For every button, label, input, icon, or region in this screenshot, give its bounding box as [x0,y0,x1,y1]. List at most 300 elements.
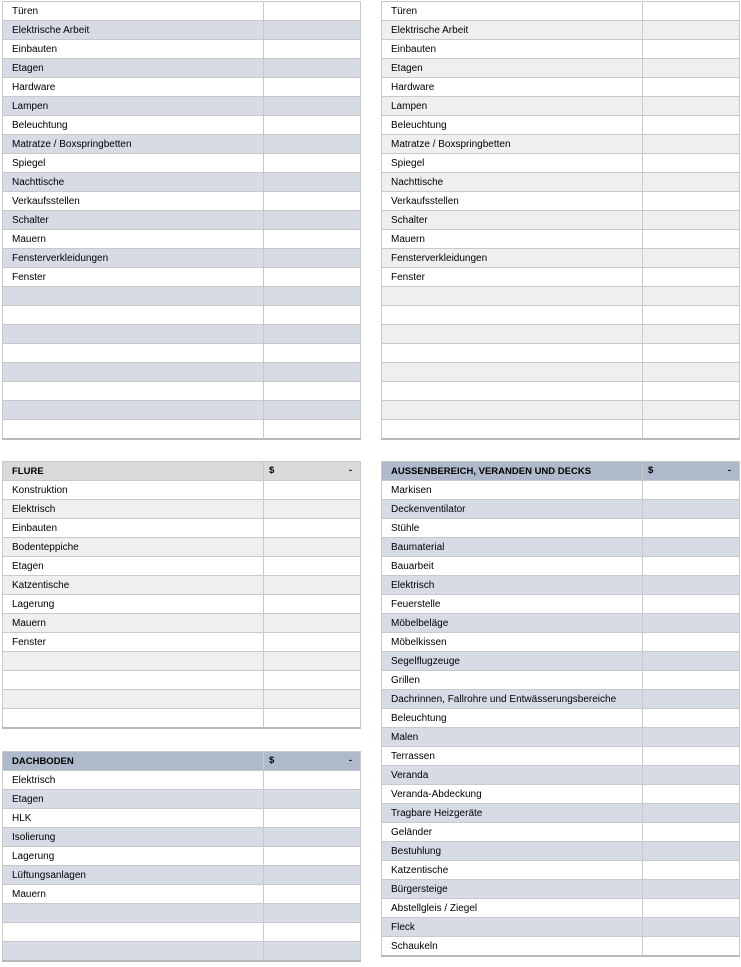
item-label: Elektrische Arbeit [3,21,264,40]
table-row [382,420,740,440]
item-label: Türen [382,2,643,21]
item-value-cell[interactable] [643,135,740,154]
item-label: Lagerung [3,595,264,614]
flure-table [2,461,361,729]
item-value-cell[interactable] [643,154,740,173]
item-label: Deckenventilator [382,500,643,519]
item-value-cell[interactable] [264,420,361,440]
table-row [382,192,740,211]
item-label: Veranda-Abdeckung [382,785,643,804]
item-value-cell[interactable] [643,633,740,652]
item-value-cell[interactable] [643,192,740,211]
item-value-cell[interactable] [264,173,361,192]
item-value-cell[interactable] [264,363,361,382]
item-value-cell[interactable] [643,97,740,116]
item-value-cell[interactable] [643,861,740,880]
table-row [382,728,740,747]
item-label: Konstruktion [3,481,264,500]
table-row [3,614,361,633]
item-label: Elektrisch [3,771,264,790]
table-row [3,306,361,325]
item-value-cell[interactable] [264,847,361,866]
section-title: DACHBODEN [3,752,264,771]
table-row [3,942,361,962]
item-value-cell[interactable] [643,21,740,40]
item-label: Lüftungsanlagen [3,866,264,885]
table-row [3,382,361,401]
item-label: Möbelbeläge [382,614,643,633]
item-value-cell[interactable] [643,268,740,287]
table-row [382,747,740,766]
item-value-cell[interactable] [264,828,361,847]
table-row [3,500,361,519]
item-label: Mauern [382,230,643,249]
item-label: Fensterverkleidungen [3,249,264,268]
item-value-cell[interactable] [643,766,740,785]
item-label: Mauern [3,614,264,633]
item-value-cell[interactable] [643,785,740,804]
table-row [3,633,361,652]
item-label [382,363,643,382]
table-row [382,211,740,230]
section-total [643,462,740,481]
table-row [382,595,740,614]
currency-symbol: $ [269,465,275,476]
table-row [382,363,740,382]
table-row [382,325,740,344]
item-value-cell[interactable] [264,866,361,885]
item-value-cell[interactable] [264,344,361,363]
table-row [3,709,361,729]
item-label [3,420,264,440]
table-row [3,519,361,538]
table-row [3,363,361,382]
item-value-cell[interactable] [643,709,740,728]
item-value-cell[interactable] [264,538,361,557]
item-value-cell[interactable] [643,249,740,268]
item-label: Feuerstelle [382,595,643,614]
item-label: Segelflugzeuge [382,652,643,671]
table-row [3,2,361,21]
item-value-cell[interactable] [264,306,361,325]
item-label: Möbelkissen [382,633,643,652]
item-label [3,306,264,325]
item-label: Etagen [3,790,264,809]
item-label: Isolierung [3,828,264,847]
item-label [3,904,264,923]
item-value-cell[interactable] [643,306,740,325]
item-value-cell[interactable] [264,809,361,828]
item-label: Matratze / Boxspringbetten [3,135,264,154]
item-value-cell[interactable] [643,804,740,823]
table-row [3,287,361,306]
table-row [382,268,740,287]
table-row [3,771,361,790]
item-label [3,287,264,306]
item-value-cell[interactable] [643,557,740,576]
table-row [382,500,740,519]
item-label [382,344,643,363]
item-label: Bauarbeit [382,557,643,576]
item-label: Elektrisch [382,576,643,595]
item-label: Tragbare Heizgeräte [382,804,643,823]
item-label: Elektrische Arbeit [382,21,643,40]
table-row [382,78,740,97]
table-row [3,59,361,78]
table-row [3,173,361,192]
table-row [382,230,740,249]
item-value-cell[interactable] [264,595,361,614]
item-label: Mauern [3,885,264,904]
item-label: Schalter [3,211,264,230]
table-row [382,135,740,154]
table-row [382,823,740,842]
item-label: Hardware [3,78,264,97]
item-label: Terrassen [382,747,643,766]
item-label [3,709,264,729]
item-value-cell[interactable] [643,880,740,899]
room-checklist-right [381,1,740,440]
table-row [3,652,361,671]
table-row [3,538,361,557]
item-label: Dachrinnen, Fallrohre und Entwässerungsbereiche [382,690,643,709]
item-label: Einbauten [382,40,643,59]
item-label: Katzentische [3,576,264,595]
item-value-cell[interactable] [643,899,740,918]
table-row [3,847,361,866]
total-amount: - [727,465,731,476]
total-amount: - [348,755,352,766]
item-label: Abstellgleis / Ziegel [382,899,643,918]
item-label: Fenster [3,633,264,652]
item-value-cell[interactable] [643,59,740,78]
item-value-cell[interactable] [643,538,740,557]
item-label: Beleuchtung [3,116,264,135]
table-row [3,690,361,709]
item-label [382,287,643,306]
item-value-cell[interactable] [264,135,361,154]
item-value-cell[interactable] [643,2,740,21]
table-row [3,557,361,576]
item-label [382,420,643,440]
table-row [3,97,361,116]
table-row [3,809,361,828]
table-row [382,154,740,173]
item-label: Verkaufsstellen [382,192,643,211]
item-value-cell[interactable] [643,671,740,690]
table-row [3,135,361,154]
section-header [3,462,361,481]
table-row [382,633,740,652]
item-label: Geländer [382,823,643,842]
item-value-cell[interactable] [643,116,740,135]
item-value-cell[interactable] [264,40,361,59]
item-label: Hardware [382,78,643,97]
table-row [382,576,740,595]
item-value-cell[interactable] [264,21,361,40]
table-row [3,40,361,59]
item-value-cell[interactable] [264,230,361,249]
table-row [3,249,361,268]
item-value-cell[interactable] [264,709,361,729]
item-label [382,401,643,420]
table-row [3,401,361,420]
section-title: AUSSENBEREICH, VERANDEN UND DECKS [382,462,643,481]
item-label: Mauern [3,230,264,249]
item-label: Lagerung [3,847,264,866]
table-row [382,690,740,709]
item-value-cell[interactable] [643,211,740,230]
item-label: Nachttische [3,173,264,192]
item-label: Bodenteppiche [3,538,264,557]
table-row [3,78,361,97]
item-value-cell[interactable] [264,942,361,962]
item-label: Markisen [382,481,643,500]
table-row [382,40,740,59]
currency-symbol: $ [648,465,654,476]
item-value-cell[interactable] [643,747,740,766]
item-value-cell[interactable] [264,59,361,78]
item-label: Beleuchtung [382,116,643,135]
table-row [382,937,740,957]
item-value-cell[interactable] [643,614,740,633]
item-value-cell[interactable] [264,500,361,519]
table-row [382,918,740,937]
item-value-cell[interactable] [264,652,361,671]
table-row [382,173,740,192]
table-row [3,21,361,40]
table-row [382,538,740,557]
item-label: Baumaterial [382,538,643,557]
item-value-cell[interactable] [643,595,740,614]
table-row [382,804,740,823]
item-label [3,344,264,363]
item-value-cell[interactable] [643,690,740,709]
item-value-cell[interactable] [643,230,740,249]
item-value-cell[interactable] [643,287,740,306]
item-value-cell[interactable] [643,401,740,420]
item-value-cell[interactable] [643,918,740,937]
item-value-cell[interactable] [264,249,361,268]
item-value-cell[interactable] [264,401,361,420]
table-row [382,2,740,21]
table-row [382,59,740,78]
item-label [3,690,264,709]
room-checklist-left [2,1,361,440]
item-label: Fenster [3,268,264,287]
item-label: Fleck [382,918,643,937]
table-row [3,325,361,344]
item-label: Stühle [382,519,643,538]
item-value-cell[interactable] [643,420,740,440]
item-value-cell[interactable] [264,519,361,538]
item-value-cell[interactable] [264,268,361,287]
table-row [382,287,740,306]
table-row [382,401,740,420]
item-label: Matratze / Boxspringbetten [382,135,643,154]
table-row [382,21,740,40]
item-value-cell[interactable] [264,325,361,344]
table-row [3,481,361,500]
table-row [382,306,740,325]
item-value-cell[interactable] [643,325,740,344]
item-label: Grillen [382,671,643,690]
item-label [3,923,264,942]
item-label [3,652,264,671]
item-value-cell[interactable] [264,154,361,173]
item-label: Etagen [3,557,264,576]
item-value-cell[interactable] [643,937,740,957]
table-row [382,842,740,861]
table-row [3,211,361,230]
table-row [382,97,740,116]
item-label: Einbauten [3,40,264,59]
table-row [382,766,740,785]
item-value-cell[interactable] [643,363,740,382]
item-value-cell[interactable] [264,211,361,230]
item-label [382,382,643,401]
table-row [382,709,740,728]
item-value-cell[interactable] [264,771,361,790]
table-row [382,861,740,880]
item-value-cell[interactable] [264,78,361,97]
item-label: Schalter [382,211,643,230]
item-label [382,325,643,344]
table-row [382,899,740,918]
item-label [3,325,264,344]
item-label: Bestuhlung [382,842,643,861]
item-value-cell[interactable] [264,923,361,942]
table-row [382,785,740,804]
item-value-cell[interactable] [643,842,740,861]
item-label: Fenster [382,268,643,287]
item-value-cell[interactable] [264,671,361,690]
item-value-cell[interactable] [264,633,361,652]
item-value-cell[interactable] [643,78,740,97]
item-value-cell[interactable] [643,173,740,192]
table-row [3,154,361,173]
item-label: HLK [3,809,264,828]
item-value-cell[interactable] [264,885,361,904]
table-row [382,116,740,135]
item-label [3,942,264,962]
table-row [3,344,361,363]
table-row [3,230,361,249]
item-value-cell[interactable] [264,614,361,633]
item-label: Fensterverkleidungen [382,249,643,268]
item-value-cell[interactable] [264,192,361,211]
item-label [3,671,264,690]
table-row [3,268,361,287]
item-value-cell[interactable] [643,500,740,519]
item-value-cell[interactable] [643,481,740,500]
table-row [3,923,361,942]
item-value-cell[interactable] [264,904,361,923]
item-value-cell[interactable] [264,287,361,306]
table-row [3,790,361,809]
item-value-cell[interactable] [643,519,740,538]
item-label: Katzentische [382,861,643,880]
item-value-cell[interactable] [643,728,740,747]
table-row [382,249,740,268]
item-label: Lampen [3,97,264,116]
table-row [3,420,361,440]
item-value-cell[interactable] [264,97,361,116]
table-row [382,671,740,690]
item-value-cell[interactable] [264,116,361,135]
item-label: Spiegel [382,154,643,173]
section-total [264,462,361,481]
table-row [3,116,361,135]
table-row [382,652,740,671]
item-label: Spiegel [3,154,264,173]
item-label: Nachttische [382,173,643,192]
item-label: Schaukeln [382,937,643,957]
table-row [3,192,361,211]
item-label: Malen [382,728,643,747]
item-label: Elektrisch [3,500,264,519]
currency-symbol: $ [269,755,275,766]
table-row [3,576,361,595]
total-amount: - [348,465,352,476]
item-label: Veranda [382,766,643,785]
section-total [264,752,361,771]
item-label: Etagen [382,59,643,78]
table-row [382,880,740,899]
table-row [3,671,361,690]
table-row [382,557,740,576]
item-label: Türen [3,2,264,21]
aussenbereich-table [381,461,740,957]
item-label: Etagen [3,59,264,78]
item-value-cell[interactable] [264,557,361,576]
item-value-cell[interactable] [264,382,361,401]
item-label: Einbauten [3,519,264,538]
table-row [382,382,740,401]
item-label [3,363,264,382]
item-label: Verkaufsstellen [3,192,264,211]
item-label: Lampen [382,97,643,116]
table-row [3,904,361,923]
table-row [382,481,740,500]
item-value-cell[interactable] [643,382,740,401]
item-label [3,382,264,401]
table-row [382,519,740,538]
item-value-cell[interactable] [643,652,740,671]
dachboden-table [2,751,361,962]
item-value-cell[interactable] [264,690,361,709]
section-header [382,462,740,481]
item-value-cell[interactable] [264,576,361,595]
item-value-cell[interactable] [643,40,740,59]
item-label [3,401,264,420]
table-row [3,885,361,904]
table-row [3,828,361,847]
item-value-cell[interactable] [264,790,361,809]
item-value-cell[interactable] [643,576,740,595]
section-header [3,752,361,771]
table-row [3,595,361,614]
item-label: Bürgersteige [382,880,643,899]
item-value-cell[interactable] [643,344,740,363]
item-label: Beleuchtung [382,709,643,728]
item-label [382,306,643,325]
table-row [3,866,361,885]
item-value-cell[interactable] [264,481,361,500]
item-value-cell[interactable] [643,823,740,842]
table-row [382,344,740,363]
item-value-cell[interactable] [264,2,361,21]
